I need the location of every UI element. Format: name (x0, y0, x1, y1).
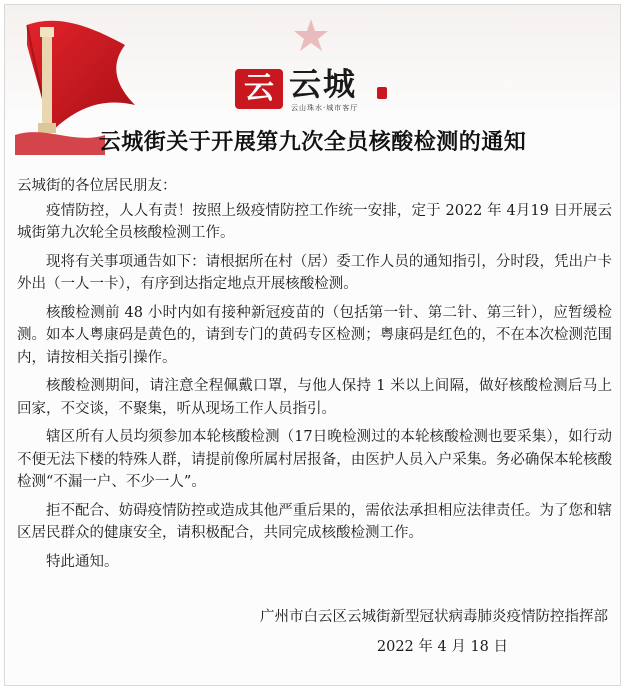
logo-slogan: 云山珠水·城市客厅 (291, 104, 359, 112)
header-banner (5, 5, 620, 125)
paragraph: 拒不配合、妨碍疫情防控或造成其他严重后果的，需依法承担相应法律责任。为了您和辖区居民群众的健康安全，请积极配合，共同完成核酸检测工作。 (17, 502, 612, 541)
paragraph: 特此通知。 (46, 553, 119, 570)
paragraph: 核酸检测前 48 小时内如有接种新冠疫苗的（包括第一针、第二针、第三针），应暂缓检测。如本人粤康码是黄色的，请到专门的黄码专区检测；粤康码是红色的，不在本次检测范围内，请按相关指引操作。 (17, 304, 612, 366)
logo-badge: 云 (235, 69, 283, 109)
paragraph: 现将有关事项通告如下：请根据所在村（居）委工作人员的通知指引，分时段，凭出户卡外出（一人一卡），有序到达指定地点开展核酸检测。 (17, 253, 612, 292)
signer: 广州市白云区云城街新型冠状病毒肺炎疫情防控指挥部 (260, 609, 608, 625)
issue-date: 2022 年 4 月 18 日 (376, 639, 508, 655)
star-emblem-watermark (275, 15, 347, 57)
logo-name: 云城 (289, 65, 358, 103)
yuncheng-logo (235, 65, 385, 115)
logo-seal-icon (377, 87, 387, 99)
paragraph: 核酸检测期间，请注意全程佩戴口罩，与他人保持 1 米以上间隔，做好核酸检测后马上回家，不交谈，不聚集，听从现场工作人员指引。 (17, 378, 612, 417)
paragraph: 辖区所有人员均须参加本轮核酸检测（17日晚检测过的本轮核酸检测也要采集），如行动不便无法下楼的特殊人群，请提前像所属村居报备，由医护人员入户采集。务必确保本轮核酸检测“不漏一户、不少一人”。 (17, 429, 612, 490)
notice-document (4, 4, 621, 686)
greeting: 云城街的各位居民朋友： (17, 178, 177, 194)
notice-title: 云城街关于开展第九次全员核酸检测的通知 (98, 130, 527, 155)
notice-body (17, 175, 612, 579)
signature-block (260, 602, 608, 662)
paragraph: 疫情防控，人人有责！按照上级疫情防控工作统一安排，定于 2022 年 4月19 日开展云城街第九次轮全员核酸检测工作。 (17, 202, 612, 241)
